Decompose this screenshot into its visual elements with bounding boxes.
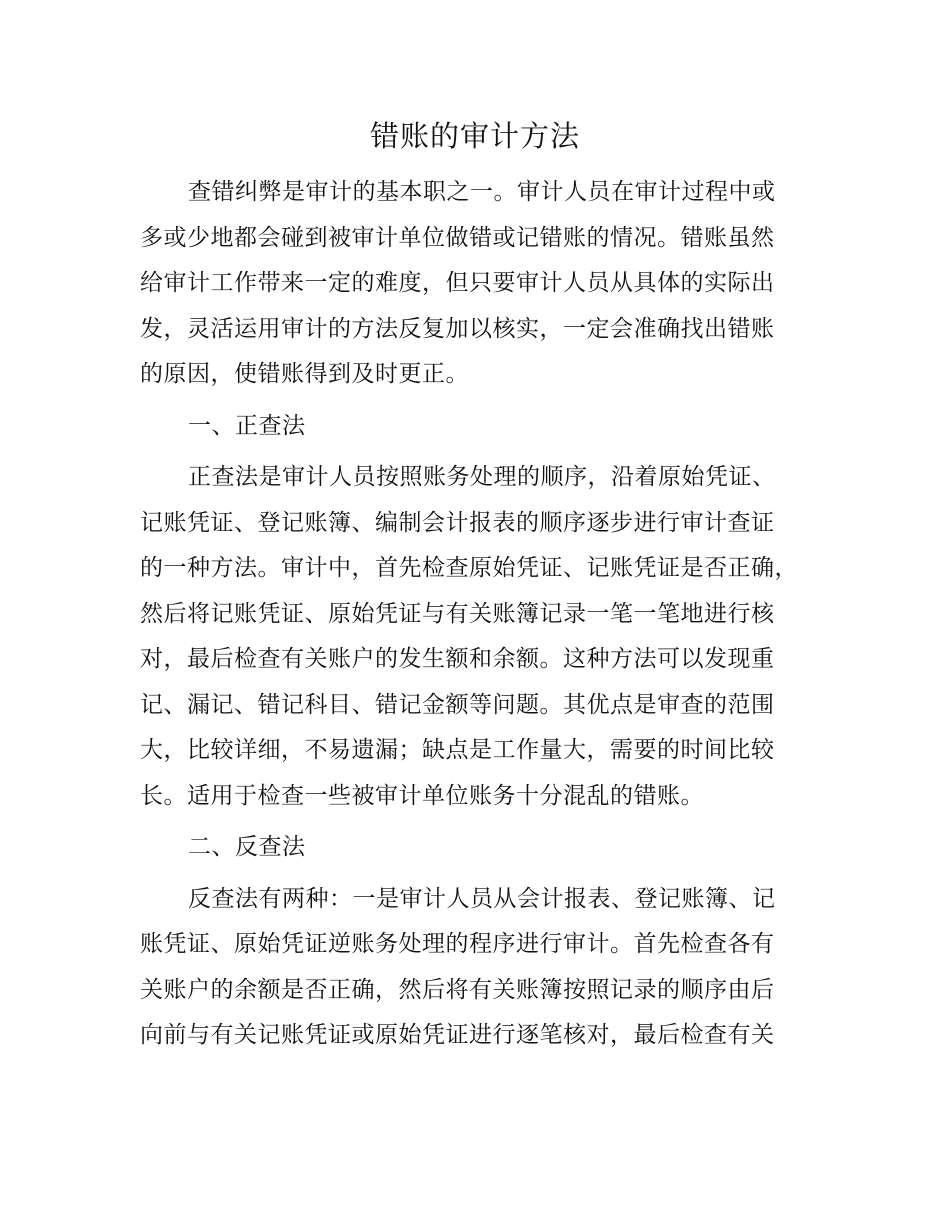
text-line: 给审计工作带来一定的难度，但只要审计人员从具体的实际出 [140,270,775,296]
paragraph-forward-check [140,455,830,819]
text-line: 记账凭证、登记账簿、编制会计报表的顺序逐步进行审计查证 [140,509,775,536]
text-line: 多或少地都会碰到被审计单位做错或记错账的情况。错账虽然 [140,224,775,251]
text-line: 向前与有关记账凭证或原始凭证进行逐笔核对，最后检查有关 [140,1022,775,1048]
text-line: 对，最后检查有关账户的发生额和余额。这种方法可以发现重 [140,646,775,672]
text-line: 然后将记账凭证、原始凭证与有关账簿记录一笔一笔地进行核 [140,600,775,627]
document-body [140,170,830,1059]
paragraph-intro [140,170,830,398]
text-line: 的原因，使错账得到及时更正。 [140,361,469,387]
document-title: 错账的审计方法 [369,119,580,153]
text-line: 正查法是审计人员按照账务处理的顺序，沿着原始凭证、 [188,464,776,490]
text-line: 账凭证、原始凭证逆账务处理的程序进行审计。首先检查各有 [140,931,775,957]
section-heading: 一、正查法 [188,412,306,439]
text-line: 大，比较详细，不易遗漏；缺点是工作量大，需要的时间比较 [140,737,775,763]
text-line: 长。适用于检查一些被审计单位账务十分混乱的错账。 [140,782,704,809]
section-heading: 二、反查法 [188,834,306,860]
text-line: 的一种方法。审计中，首先检查原始凭证、记账凭证是否正确， [140,555,798,581]
text-line: 发，灵活运用审计的方法反复加以核实，一定会准确找出错账 [140,315,775,342]
text-line: 关账户的余额是否正确，然后将有关账簿按照记录的顺序由后 [140,976,775,1003]
text-line: 查错纠弊是审计的基本职之一。审计人员在审计过程中或 [188,179,776,205]
text-line: 记、漏记、错记科目、错记金额等问题。其优点是审查的范围 [140,691,775,718]
text-line: 反查法有两种：一是审计人员从会计报表、登记账簿、记 [188,885,776,912]
paragraph-reverse-check [140,877,830,1059]
